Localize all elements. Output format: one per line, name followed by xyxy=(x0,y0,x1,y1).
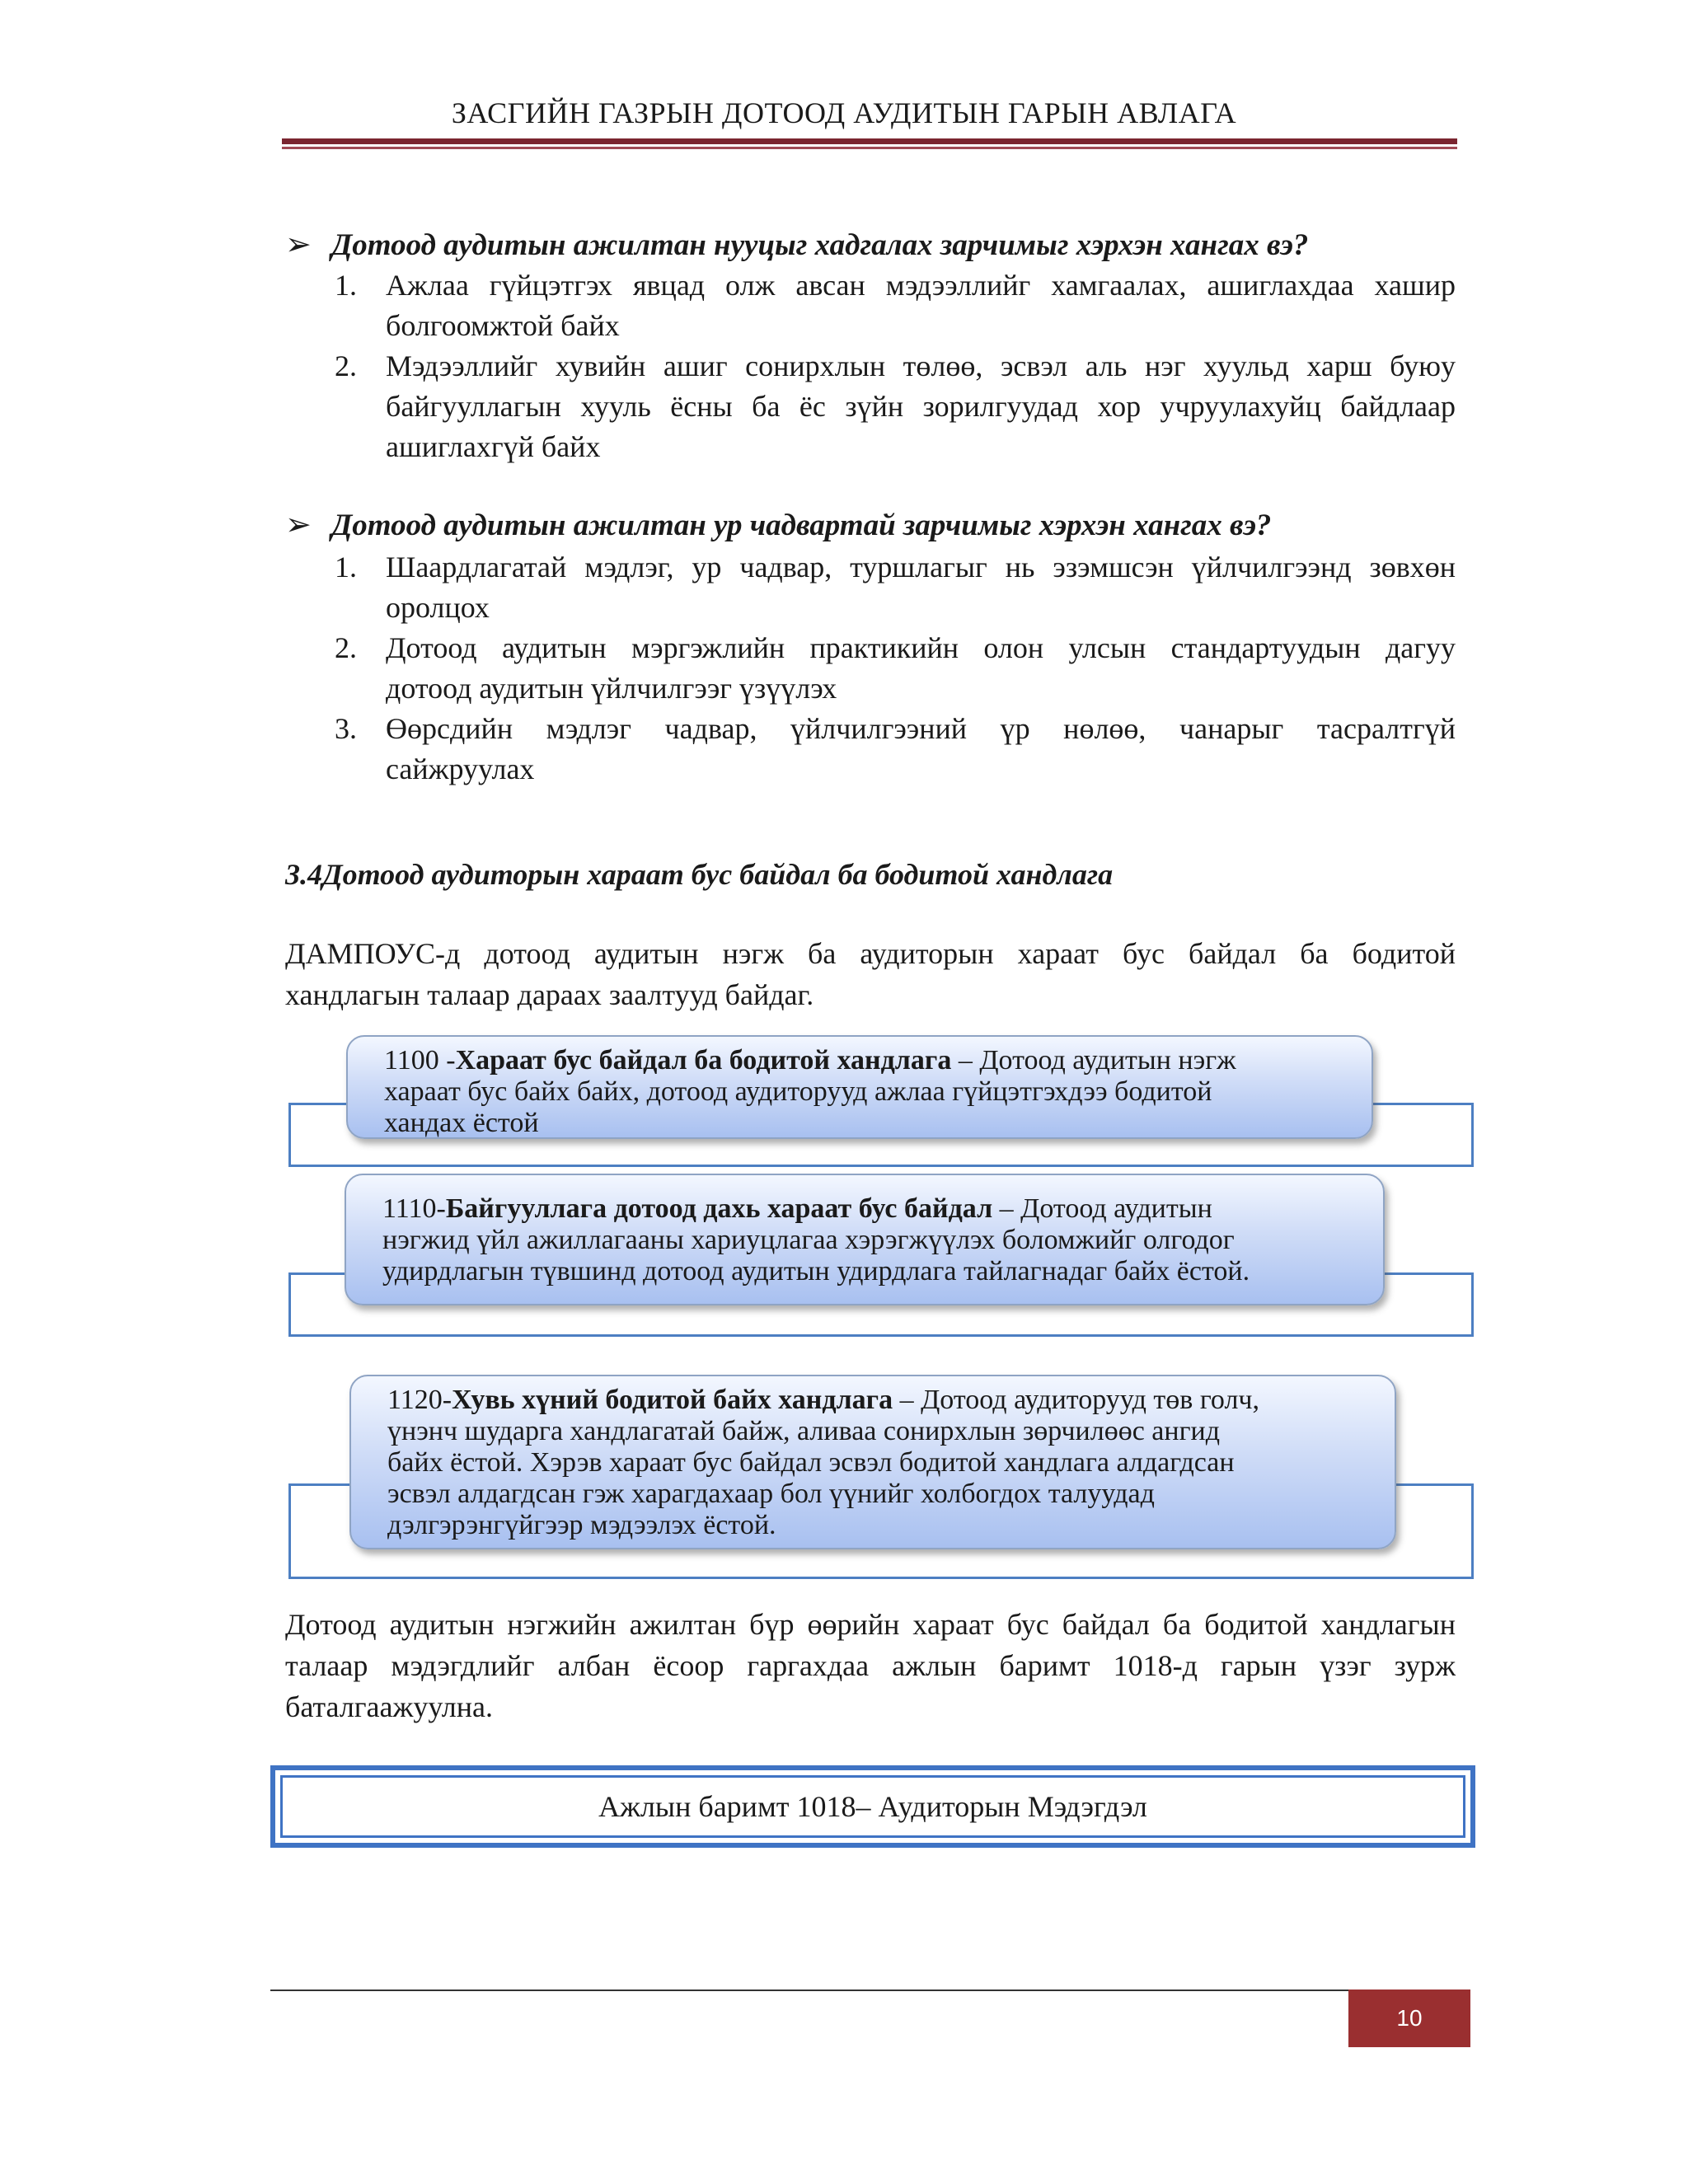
callout-code: 1120- xyxy=(387,1385,452,1415)
callout-title: Хувь хүний бодитой байх хандлага xyxy=(452,1385,893,1415)
list-text-line: байгууллагын хууль ёсны ба ёс зүйн зорилгуудад хор учруулахуйц байдлаар xyxy=(386,390,1456,423)
callout-text: – Дотоод аудиторууд төв голч, xyxy=(899,1385,1260,1415)
callout-text: хандах ёстой xyxy=(384,1108,539,1138)
callout-text: – Дотоод аудитын xyxy=(999,1193,1212,1224)
question-heading-text: Дотоод аудитын ажилтан нууцыг хадгалах зарчимыг хэрхэн хангах вэ? xyxy=(331,228,1309,262)
callout-title: Байгууллага дотоод дахь хараат бус байдал xyxy=(445,1193,993,1224)
list-number: 3. xyxy=(335,712,357,745)
callout-text: нэгжид үйл ажиллагааны хариуцлагаа хэрэгжүүлэх боломжийг олгодог xyxy=(382,1225,1235,1255)
paragraph-line: баталгаажуулна. xyxy=(285,1690,494,1723)
list-text-line: оролцох xyxy=(386,591,490,624)
arrow-bullet-icon: ➢ xyxy=(285,508,312,542)
paragraph-line: ДАМПОУС-д дотоод аудитын нэгж ба аудиторын хараат бус байдал ба бодитой xyxy=(285,937,1456,970)
paragraph-line: хандлагын талаар дараах заалтууд байдаг. xyxy=(285,978,814,1011)
header-rule-thin xyxy=(282,147,1457,149)
section-heading: 3.4Дотоод аудиторын хараат бус байдал ба бодитой хандлага xyxy=(285,858,1114,891)
callout-text: – Дотоод аудитын нэгж xyxy=(958,1045,1236,1076)
callout-box-1110 xyxy=(345,1174,1385,1305)
working-paper-box xyxy=(270,1765,1475,1848)
list-item xyxy=(335,547,1456,630)
question-heading-text: Дотоод аудитын ажилтан ур чадвартай зарчимыг хэрхэн хангах вэ? xyxy=(331,509,1272,542)
callout-box-1100 xyxy=(346,1035,1373,1139)
question-heading-confidentiality xyxy=(285,226,1309,263)
list-text-line: ашиглахгүй байх xyxy=(386,430,601,463)
list-item xyxy=(335,628,1456,710)
list-text-line: Өөрсдийн мэдлэг чадвар, үйлчилгээний үр нөлөө, чанарыг тасралтгүй xyxy=(386,712,1456,745)
list-text-line: дотоод аудитын үйлчилгээг үзүүлэх xyxy=(386,672,837,705)
paragraph-line: Дотоод аудитын нэгжийн ажилтан бүр өөрийн хараат бус байдал ба бодитой хандлагын xyxy=(285,1608,1456,1641)
list-text-line: Мэдээллийг хувийн ашиг сонирхлын төлөө, эсвэл аль нэг хуульд харш буюу xyxy=(386,349,1456,382)
intro-paragraph xyxy=(285,933,1456,1015)
footer-rule xyxy=(270,1990,1467,1991)
callout-box-1120 xyxy=(349,1375,1396,1549)
callout-code: 1110- xyxy=(382,1193,446,1224)
callout-title: Хараат бус байдал ба бодитой хандлага xyxy=(455,1045,952,1076)
callout-text: удирдлагын түвшинд дотоод аудитын удирдлага тайлагнадаг байх ёстой. xyxy=(382,1256,1250,1286)
list-item xyxy=(335,346,1456,470)
callout-text: эсвэл алдагдсан гэж харагдахаар бол үүнийг холбогдох талуудад xyxy=(387,1479,1155,1509)
page-number: 10 xyxy=(1348,1990,1470,2047)
callout-code: 1100 - xyxy=(384,1045,456,1076)
closing-paragraph xyxy=(285,1604,1456,1727)
list-number: 1. xyxy=(335,551,357,583)
callout-text: үнэнч шударга хандлагатай байж, аливаа сонирхлын зөрчилөөс ангид xyxy=(387,1416,1221,1446)
callout-text: хараат бус байх байх, дотоод аудиторууд ажлаа гүйцэтгэхдээ бодитой xyxy=(384,1076,1212,1107)
list-number: 1. xyxy=(335,269,357,302)
list-item xyxy=(335,709,1456,791)
list-text-line: Шаардлагатай мэдлэг, ур чадвар, туршлагыг нь эзэмшсэн үйлчилгээнд зөвхөн xyxy=(386,551,1456,583)
list-text-line: болгоомжтой байх xyxy=(386,309,620,342)
callout-text: дэлгэрэнгүйгээр мэдээлэх ёстой. xyxy=(387,1510,776,1540)
page-header-title: ЗАСГИЙН ГАЗРЫН ДОТООД АУДИТЫН ГАРЫН АВЛАГА xyxy=(451,96,1237,129)
question-heading-competence xyxy=(285,506,1272,543)
list-text-line: Ажлаа гүйцэтгэх явцад олж авсан мэдээллийг хамгаалах, ашиглахдаа хашир xyxy=(386,269,1456,302)
working-paper-label: Ажлын баримт 1018– Аудиторын Мэдэгдэл xyxy=(280,1775,1465,1838)
header-rule xyxy=(282,138,1457,144)
list-text-line: сайжруулах xyxy=(386,752,535,785)
list-number: 2. xyxy=(335,631,357,664)
list-text-line: Дотоод аудитын мэргэжлийн практикийн олон улсын стандартуудын дагуу xyxy=(386,631,1456,664)
list-item xyxy=(335,265,1456,348)
arrow-bullet-icon: ➢ xyxy=(285,227,312,262)
paragraph-line: талаар мэдэгдлийг албан ёсоор гаргахдаа ажлын баримт 1018-д гарын үзэг зурж xyxy=(285,1649,1456,1682)
list-number: 2. xyxy=(335,349,357,382)
callout-text: байх ёстой. Хэрэв хараат бус байдал эсвэл бодитой хандлага алдагдсан xyxy=(387,1447,1235,1478)
